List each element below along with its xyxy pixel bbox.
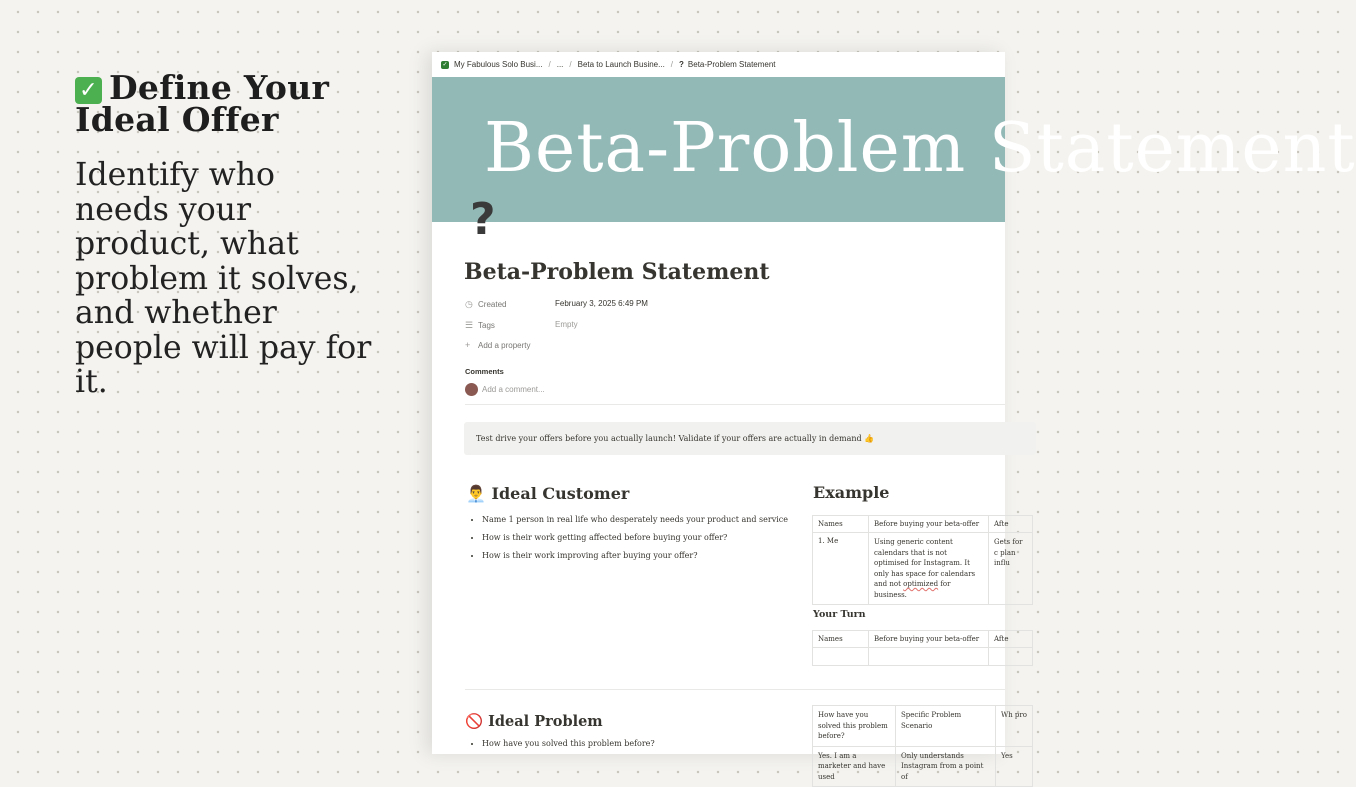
table-cell[interactable]: 1. Me — [813, 533, 869, 605]
question-mark-icon: ? — [679, 60, 684, 69]
example-heading[interactable]: Example — [813, 483, 890, 502]
property-created-value[interactable]: February 3, 2025 6:49 PM — [555, 299, 648, 308]
table-header-cell[interactable]: Before buying your beta-offer — [869, 631, 989, 648]
list-icon: ☰ — [465, 320, 474, 330]
list-item[interactable]: • Name 1 person in real life who desperately needs your product and service — [482, 515, 788, 524]
table-cell[interactable]: Yes — [996, 746, 1033, 787]
checkmark-icon: ✓ — [75, 77, 102, 104]
table-header-cell[interactable]: How have you solved this problem before? — [813, 706, 896, 747]
page-title[interactable]: Beta-Problem Statement — [464, 259, 770, 285]
property-created-label[interactable] — [465, 299, 506, 310]
table-header-cell[interactable]: Names — [813, 631, 869, 648]
problem-table — [812, 705, 1033, 787]
ideal-customer-list — [468, 515, 788, 569]
table-cell[interactable] — [989, 648, 1033, 666]
heading-text: Ideal Customer — [491, 484, 630, 503]
person-icon: 👨‍💼 — [466, 484, 486, 503]
table-cell[interactable] — [813, 648, 869, 666]
property-name: Created — [478, 300, 507, 309]
cover-title: Beta-Problem Statement — [484, 109, 1356, 188]
hero-title-text: Define Your Ideal Offer — [75, 68, 330, 139]
hero-title — [75, 68, 415, 139]
table-header-cell[interactable]: Wh pro — [996, 706, 1033, 747]
cell-text: for business. — [874, 580, 951, 599]
cell-text: Using generic content calendars that is not optimised for Instagram. It only has space for calendars and not — [874, 538, 976, 588]
table-header-row — [813, 516, 1033, 533]
notion-page-window — [432, 52, 1356, 781]
table-header-cell[interactable]: Afte — [989, 631, 1033, 648]
table-header-cell[interactable]: Names — [813, 516, 869, 533]
table-cell[interactable]: Gets for c plan influ — [989, 533, 1033, 605]
property-tags-value[interactable]: Empty — [555, 320, 578, 329]
question-mark-icon[interactable]: ? — [470, 194, 496, 245]
avatar — [465, 383, 478, 396]
table-header-cell[interactable]: Specific Problem Scenario — [896, 706, 996, 747]
breadcrumb-item-parent[interactable]: Beta to Launch Busine... — [577, 60, 665, 69]
table-cell[interactable] — [869, 533, 989, 605]
list-item[interactable]: • How have you solved this problem before? — [482, 739, 655, 748]
table-header-row — [813, 706, 1033, 747]
add-property-label: Add a property — [478, 340, 531, 350]
table-header-row — [813, 631, 1033, 648]
breadcrumb-separator: / — [548, 60, 551, 69]
hero-description: Identify who needs your product, what problem it solves, and whether people will pay for it. — [75, 157, 372, 400]
comments-label: Comments — [465, 367, 504, 376]
property-tags-label[interactable] — [465, 320, 495, 331]
example-table — [812, 515, 1033, 605]
clock-icon: ◷ — [465, 299, 473, 309]
breadcrumb-item-current[interactable]: Beta-Problem Statement — [687, 60, 776, 69]
table-header-cell[interactable]: Before buying your beta-offer — [869, 516, 989, 533]
heading-text: Ideal Problem — [488, 713, 603, 730]
breadcrumb — [432, 52, 1005, 77]
breadcrumb-item-workspace[interactable]: My Fabulous Solo Busi... — [454, 60, 543, 69]
table-row — [813, 746, 1033, 787]
table-cell[interactable]: Yes. I am a marketer and have used — [813, 746, 896, 787]
table-cell[interactable]: Only understands Instagram from a point of — [896, 746, 996, 787]
list-item[interactable]: • How is their work improving after buying your offer? — [482, 551, 788, 560]
workspace-icon: ✓ — [442, 61, 448, 68]
list-item[interactable]: • How is their work getting affected before buying your offer? — [482, 533, 788, 542]
breadcrumb-item-ellipsis[interactable]: ... — [556, 60, 564, 69]
table-row — [813, 533, 1033, 605]
divider — [465, 689, 1005, 690]
prohibited-icon: 🚫 — [465, 713, 484, 730]
table-header-cell[interactable]: Afte — [989, 516, 1033, 533]
breadcrumb-separator: / — [569, 60, 572, 69]
ideal-problem-list — [468, 739, 655, 757]
page-cover[interactable] — [432, 77, 1356, 222]
plus-icon: + — [465, 340, 471, 350]
ideal-problem-heading[interactable] — [465, 713, 603, 730]
your-turn-table — [812, 630, 1033, 666]
your-turn-heading[interactable]: Your Turn — [813, 609, 866, 620]
breadcrumb-separator: / — [670, 60, 674, 69]
property-name: Tags — [478, 321, 495, 330]
table-row — [813, 648, 1033, 666]
add-property-button[interactable] — [465, 340, 530, 350]
divider — [465, 404, 1005, 405]
comment-input[interactable]: Add a comment... — [482, 385, 545, 394]
misspelled-word: optimized — [903, 580, 939, 588]
ideal-customer-heading[interactable] — [466, 484, 629, 503]
callout-block[interactable]: Test drive your offers before you actually launch! Validate if your offers are actually in demand 👍 — [464, 422, 1036, 455]
table-cell[interactable] — [869, 648, 989, 666]
